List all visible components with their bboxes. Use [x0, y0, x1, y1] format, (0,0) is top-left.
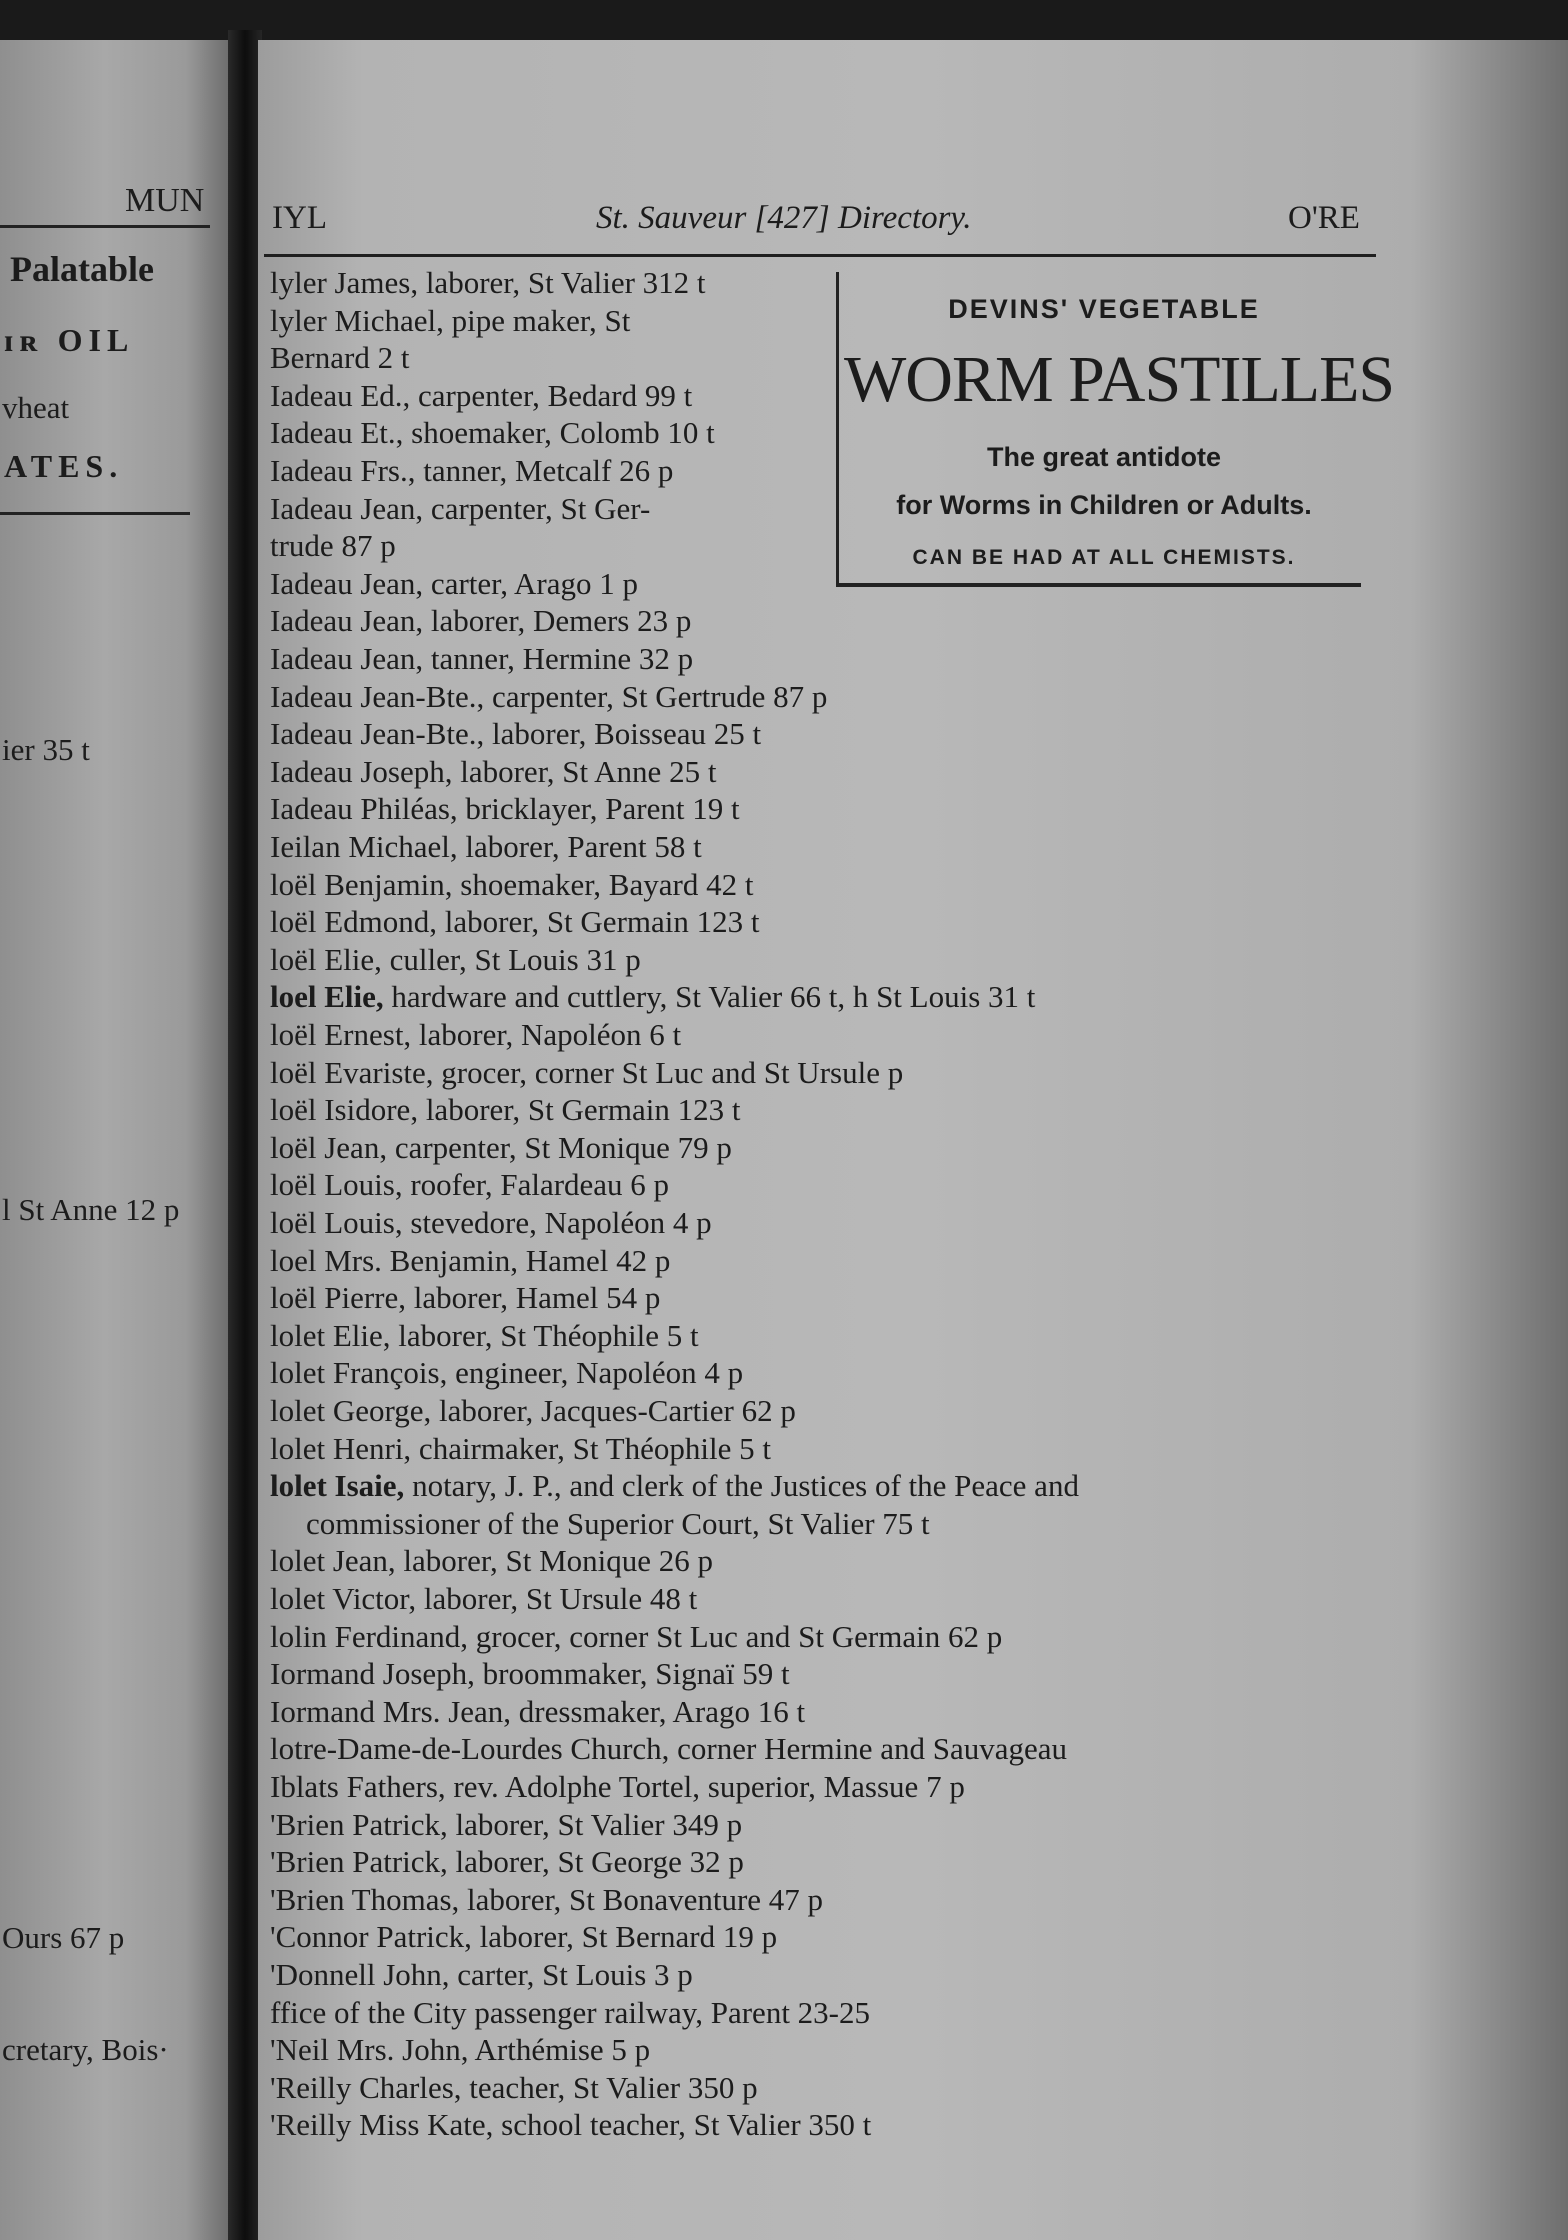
entry-text: Iblats Fathers, rev. Adolphe Tortel, superior, Massue 7 p	[270, 1769, 965, 1804]
book-gutter	[228, 30, 262, 2240]
entry-text: Iadeau Jean, laborer, Demers 23 p	[270, 603, 692, 639]
directory-entry	[270, 1091, 741, 1128]
entry-text: Iadeau Jean-Bte., laborer, Boisseau 25 t	[270, 716, 762, 752]
header-rule	[264, 254, 1376, 257]
ad-line-3: The great antidote	[986, 442, 1222, 472]
directory-entry	[270, 1730, 1067, 1767]
ad-border-left	[836, 272, 839, 587]
ad-line-5: CAN BE HAD AT ALL CHEMISTS.	[912, 546, 1296, 569]
directory-entry	[270, 414, 715, 451]
directory-entry	[270, 1918, 777, 1955]
entry-text: loël Louis, stevedore, Napoléon 4 p	[270, 1205, 712, 1240]
entry-text: hardware and cuttlery, St Valier 66 t, h St Louis 31 t	[383, 979, 1036, 1015]
entry-text: lolet Elie, laborer, St Théophile 5 t	[270, 1317, 699, 1353]
directory-entry	[270, 1317, 699, 1354]
directory-entry	[270, 377, 692, 414]
entry-text: loël Edmond, laborer, St Germain 123 t	[270, 904, 760, 940]
directory-entry	[270, 941, 641, 978]
directory-entry	[270, 565, 638, 602]
directory-entry	[270, 866, 753, 903]
directory-entry	[270, 1430, 771, 1467]
directory-entry	[306, 1505, 930, 1542]
ad-line-4: for Worms in Children or Adults.	[896, 490, 1312, 520]
directory-entry	[270, 1881, 823, 1918]
directory-entry	[270, 1843, 744, 1880]
entry-text: lyler James, laborer, St Valier 312 t	[270, 265, 706, 300]
entry-text: loël Evariste, grocer, corner St Luc and St Ursule p	[270, 1054, 904, 1090]
entry-name-bold: loel Elie,	[270, 979, 384, 1015]
directory-entry	[270, 1768, 965, 1805]
entry-name-bold: lolet Isaie,	[270, 1468, 405, 1504]
directory-entry	[270, 678, 827, 715]
entry-text: Iadeau Jean, tanner, Hermine 32 p	[270, 641, 694, 676]
directory-entry	[270, 2106, 871, 2143]
directory-entry	[270, 1542, 713, 1579]
directory-entry	[270, 302, 630, 339]
entry-text: ffice of the City passenger railway, Parent 23-25	[270, 1994, 871, 2030]
entry-text: lolet François, engineer, Napoléon 4 p	[270, 1355, 744, 1391]
entry-text: lolet George, laborer, Jacques-Cartier 62 p	[270, 1393, 796, 1428]
entry-text: lolin Ferdinand, grocer, corner St Luc and St Germain 62 p	[270, 1618, 1003, 1654]
directory-entry	[270, 1166, 669, 1203]
directory-entry	[270, 1242, 670, 1279]
left-rule	[0, 512, 190, 515]
directory-entry	[270, 527, 396, 564]
entry-text: 'Reilly Miss Kate, school teacher, St Valier 350 t	[270, 2107, 872, 2143]
page-header-right: O'RE	[1288, 200, 1360, 236]
left-header-rule	[0, 225, 210, 228]
entry-text: loël Benjamin, shoemaker, Bayard 42 t	[270, 866, 754, 902]
directory-entry	[270, 1054, 903, 1091]
directory-entry	[270, 903, 760, 940]
ad-border-bottom	[836, 583, 1361, 587]
directory-entry	[270, 1618, 1002, 1655]
right-page	[258, 40, 1568, 2240]
directory-entry	[270, 1204, 712, 1241]
left-page	[0, 40, 232, 2240]
directory-entry	[270, 1580, 697, 1617]
directory-entry	[270, 2031, 650, 2068]
entry-text: Iadeau Philéas, bricklayer, Parent 19 t	[270, 791, 740, 827]
entry-text: loël Ernest, laborer, Napoléon 6 t	[270, 1017, 682, 1052]
left-fragment: ier 35 t	[2, 732, 90, 767]
directory-entry	[270, 828, 702, 865]
directory-entry	[270, 1956, 693, 1993]
entry-text: Iadeau Joseph, laborer, St Anne 25 t	[270, 753, 717, 789]
ad-line-1: DEVINS' VEGETABLE	[948, 294, 1260, 324]
directory-entry	[270, 1392, 796, 1429]
directory-entry	[270, 978, 1035, 1015]
directory-entry	[270, 1693, 805, 1730]
entry-text: loël Jean, carpenter, St Monique 79 p	[270, 1129, 732, 1165]
entry-text: loël Elie, culler, St Louis 31 p	[270, 941, 641, 977]
advertisement-box	[836, 272, 1395, 587]
page-header-left: IYL	[272, 200, 327, 236]
left-page-header: MUN	[125, 182, 205, 219]
entry-text: lolet Victor, laborer, St Ursule 48 t	[270, 1581, 698, 1616]
entry-text: loël Isidore, laborer, St Germain 123 t	[270, 1092, 741, 1128]
entry-text: Iadeau Jean-Bte., carpenter, St Gertrude 87 p	[270, 678, 828, 714]
entry-text: Iadeau Et., shoemaker, Colomb 10 t	[270, 415, 715, 451]
left-fragment: vheat	[2, 390, 70, 425]
entry-text: lotre-Dame-de-Lourdes Church, corner Hermine and Sauvageau	[270, 1731, 1068, 1767]
directory-entry	[270, 1354, 743, 1391]
entry-text: Iadeau Jean, carpenter, St Ger-	[270, 490, 651, 526]
directory-entry	[270, 1129, 732, 1166]
entry-text: 'Brien Patrick, laborer, St Valier 349 p	[270, 1806, 743, 1842]
left-fragment: Ours 67 p	[2, 1920, 125, 1955]
directory-entry	[270, 1994, 870, 2031]
directory-entry	[270, 1467, 1079, 1504]
entry-text: loël Pierre, laborer, Hamel 54 p	[270, 1280, 661, 1316]
directory-entry	[270, 1279, 660, 1316]
entry-text: 'Neil Mrs. John, Arthémise 5 p	[270, 2032, 651, 2068]
entry-text: Iadeau Jean, carter, Arago 1 p	[270, 565, 638, 601]
page-header-title: St. Sauveur [427] Directory.	[596, 200, 972, 236]
directory-entry	[270, 715, 761, 752]
directory-entry	[270, 339, 409, 376]
entry-text: commissioner of the Superior Court, St Valier 75 t	[306, 1505, 930, 1541]
entry-text: loel Mrs. Benjamin, Hamel 42 p	[270, 1242, 671, 1278]
directory-entry	[270, 264, 706, 301]
entry-text: lolet Jean, laborer, St Monique 26 p	[270, 1543, 714, 1579]
entry-text: 'Connor Patrick, laborer, St Bernard 19 p	[270, 1919, 778, 1955]
left-fragment: l St Anne 12 p	[2, 1192, 180, 1227]
directory-entry	[270, 452, 673, 489]
entry-text: loël Louis, roofer, Falardeau 6 p	[270, 1167, 670, 1203]
entry-text: 'Donnell John, carter, St Louis 3 p	[270, 1957, 693, 1992]
directory-entry	[270, 602, 691, 639]
entry-text: 'Brien Thomas, laborer, St Bonaventure 47 p	[270, 1881, 824, 1917]
entry-text: Iadeau Frs., tanner, Metcalf 26 p	[270, 453, 674, 488]
directory-entry	[270, 1806, 742, 1843]
entry-text: Iadeau Ed., carpenter, Bedard 99 t	[270, 377, 693, 413]
directory-entry	[270, 1655, 790, 1692]
entry-text: lolet Henri, chairmaker, St Théophile 5 t	[270, 1430, 771, 1466]
left-fragment: ATES.	[4, 448, 124, 484]
directory-entry	[270, 490, 650, 527]
entry-text: trude 87 p	[270, 528, 396, 564]
entry-text: 'Reilly Charles, teacher, St Valier 350 p	[270, 2069, 758, 2105]
directory-entry	[270, 753, 716, 790]
directory-entry	[270, 2069, 758, 2106]
entry-text: Iormand Joseph, broommaker, Signaï 59 t	[270, 1656, 790, 1692]
entry-text: 'Brien Patrick, laborer, St George 32 p	[270, 1844, 744, 1880]
directory-entry	[270, 790, 740, 827]
directory-entry	[270, 640, 693, 677]
entry-text: Iormand Mrs. Jean, dressmaker, Arago 16 t	[270, 1693, 806, 1729]
entry-text: lyler Michael, pipe maker, St	[270, 302, 631, 338]
left-fragment: ɪʀ OIL	[4, 322, 135, 358]
ad-headline: WORM PASTILLES	[844, 343, 1395, 416]
entry-text: Bernard 2 t	[270, 340, 410, 376]
entry-text: Ieilan Michael, laborer, Parent 58 t	[270, 829, 702, 864]
left-fragment: cretary, Bois·	[2, 2032, 169, 2067]
left-fragment: Palatable	[10, 249, 154, 289]
directory-entry	[270, 1016, 681, 1053]
entry-text: notary, J. P., and clerk of the Justices of the Peace and	[404, 1468, 1079, 1504]
